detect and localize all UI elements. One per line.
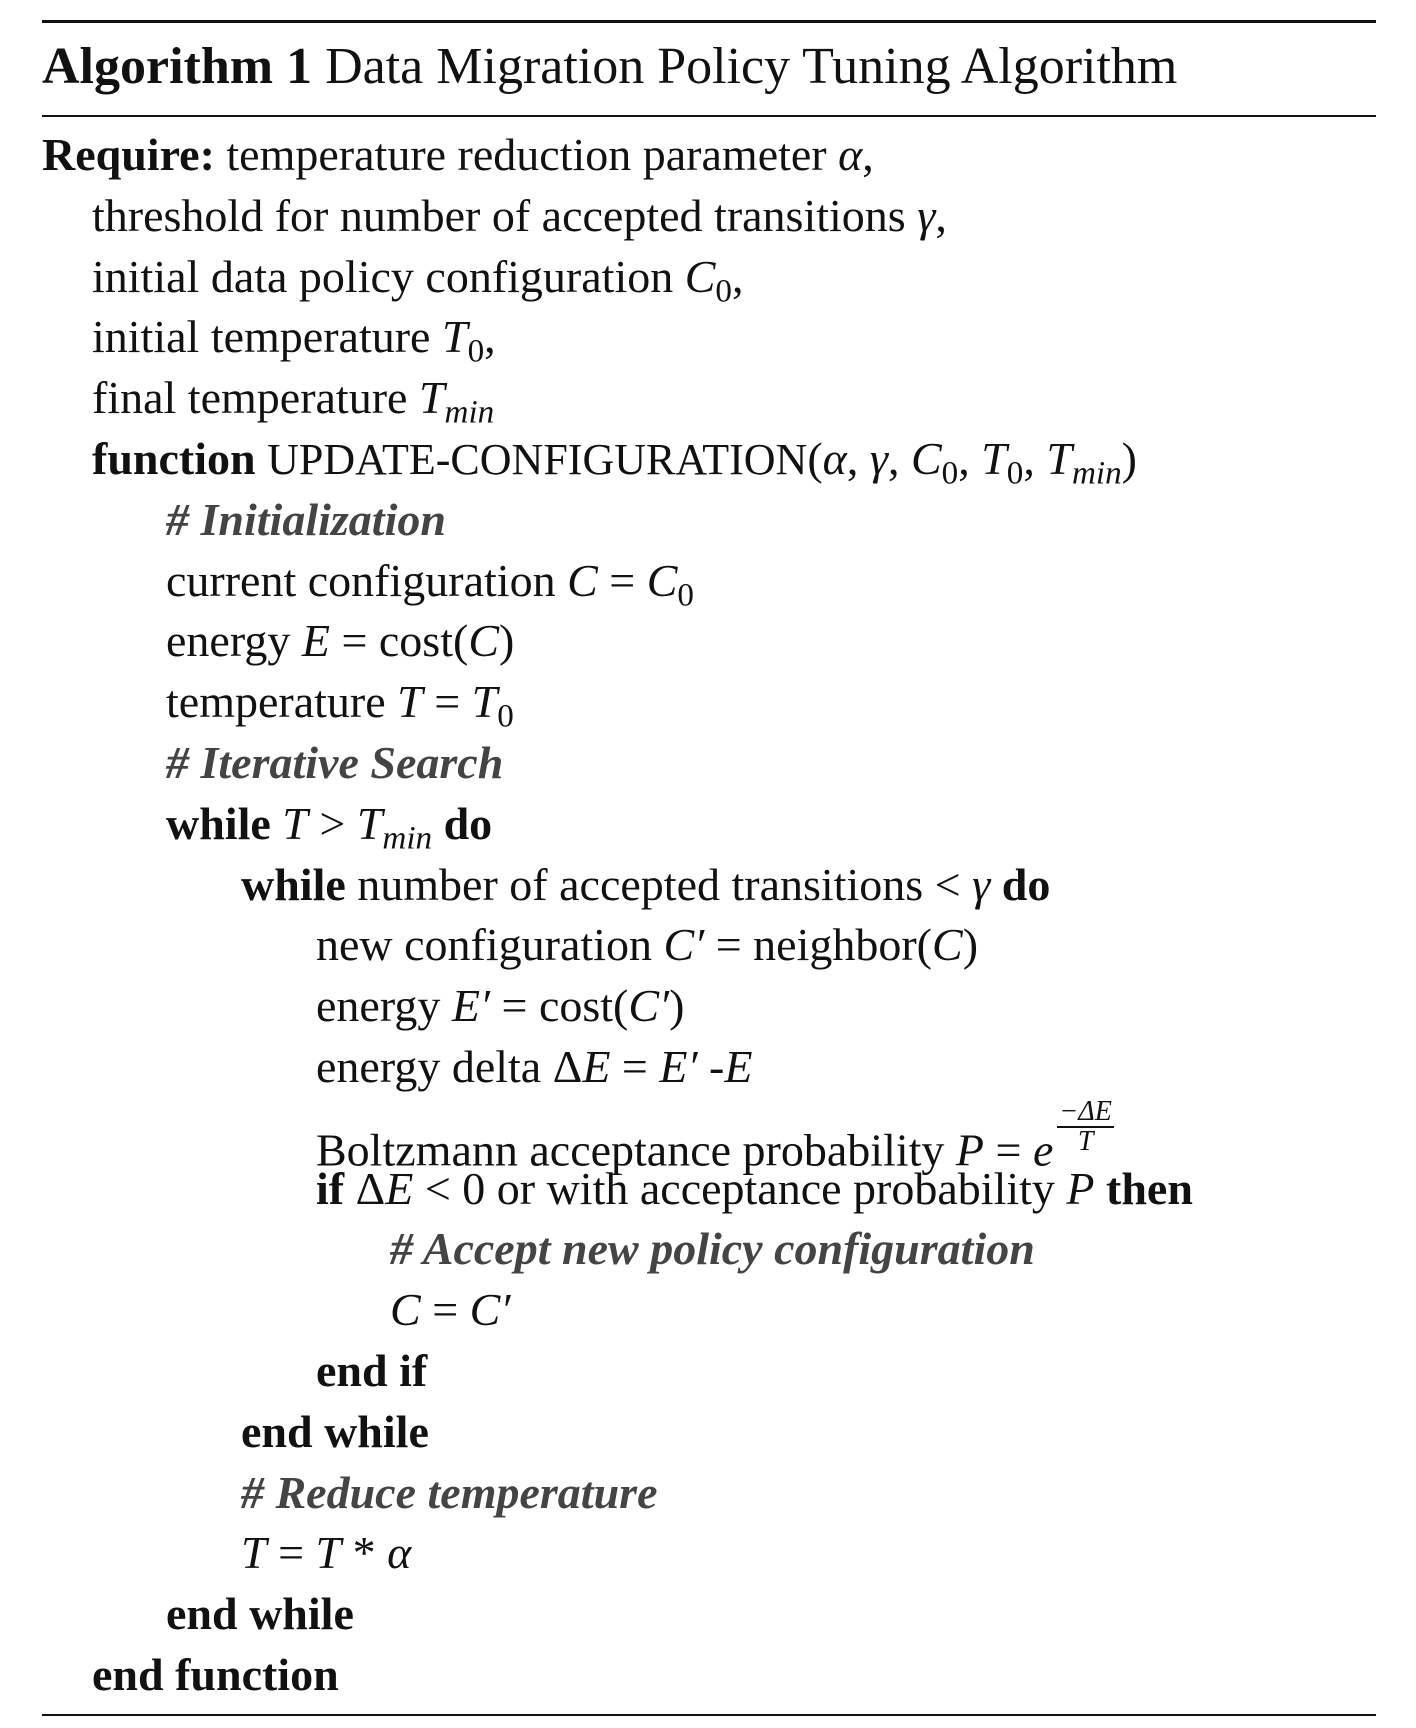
require-keyword: Require: [42, 129, 215, 180]
init-energy-line: energy E = cost(C) [166, 615, 515, 667]
comment-initialization: # Initialization [166, 493, 446, 545]
function-keyword: function [92, 432, 256, 484]
require-line-2: threshold for number of accepted transitions γ, [92, 189, 947, 241]
end-outer-while-line: end while [166, 1588, 354, 1640]
energy-delta-line: energy delta ΔE = E′ -E [316, 1040, 753, 1092]
reduce-temperature-line: T = T * α [241, 1527, 412, 1579]
init-configuration-line: current configuration $C = C_0$ [166, 554, 694, 613]
require-line-5: final temperature $T_{min}$ [92, 372, 495, 431]
comment-accept: # Accept new policy configuration [390, 1223, 1035, 1275]
boltzmann-line: Boltzmann acceptance probability P = e $\frac{-\Delta E}{T}$ [316, 1095, 1112, 1176]
if-line: if ΔE < 0 or with acceptance probability P then [316, 1162, 1193, 1214]
algorithm-block [42, 20, 1376, 1716]
function-line: function UPDATE-CONFIGURATION(α, γ, $C_0$, $T_0$, $T_{min}$) [92, 432, 1137, 492]
assign-configuration-line: C = C′ [390, 1284, 511, 1336]
require-line-3: initial data policy configuration $C_0$, [92, 250, 744, 309]
algorithm-number: Algorithm 1 [42, 38, 313, 95]
algorithm-title: Data Migration Policy Tuning Algorithm [325, 38, 1178, 95]
comment-reduce: # Reduce temperature [241, 1466, 658, 1518]
end-function-line: end function [92, 1648, 339, 1700]
require-line-4: initial temperature $T_0$, [92, 311, 496, 370]
exponent-fraction: $\frac{-\Delta E}{T}$ [1059, 1095, 1112, 1157]
new-energy-line: energy E′ = cost(C′) [316, 980, 685, 1032]
init-temperature-line: temperature $T = T_0$ [166, 676, 514, 735]
bottom-rule [42, 1714, 1376, 1716]
outer-while-line: while $T > T_{min}$ do [166, 797, 493, 857]
function-name: UPDATE-CONFIGURATION [267, 434, 808, 484]
comment-iterative-search: # Iterative Search [166, 736, 504, 788]
algorithm-header [42, 23, 1376, 115]
algorithm-body [42, 117, 1376, 1706]
end-if-line: end if [316, 1344, 428, 1396]
inner-while-line: while number of accepted transitions < γ do [241, 858, 1051, 910]
end-inner-while-line: end while [241, 1405, 429, 1457]
new-configuration-line: new configuration C′ = neighbor(C) [316, 919, 979, 971]
require-line-1: Require: temperature reduction parameter α, [42, 129, 874, 180]
